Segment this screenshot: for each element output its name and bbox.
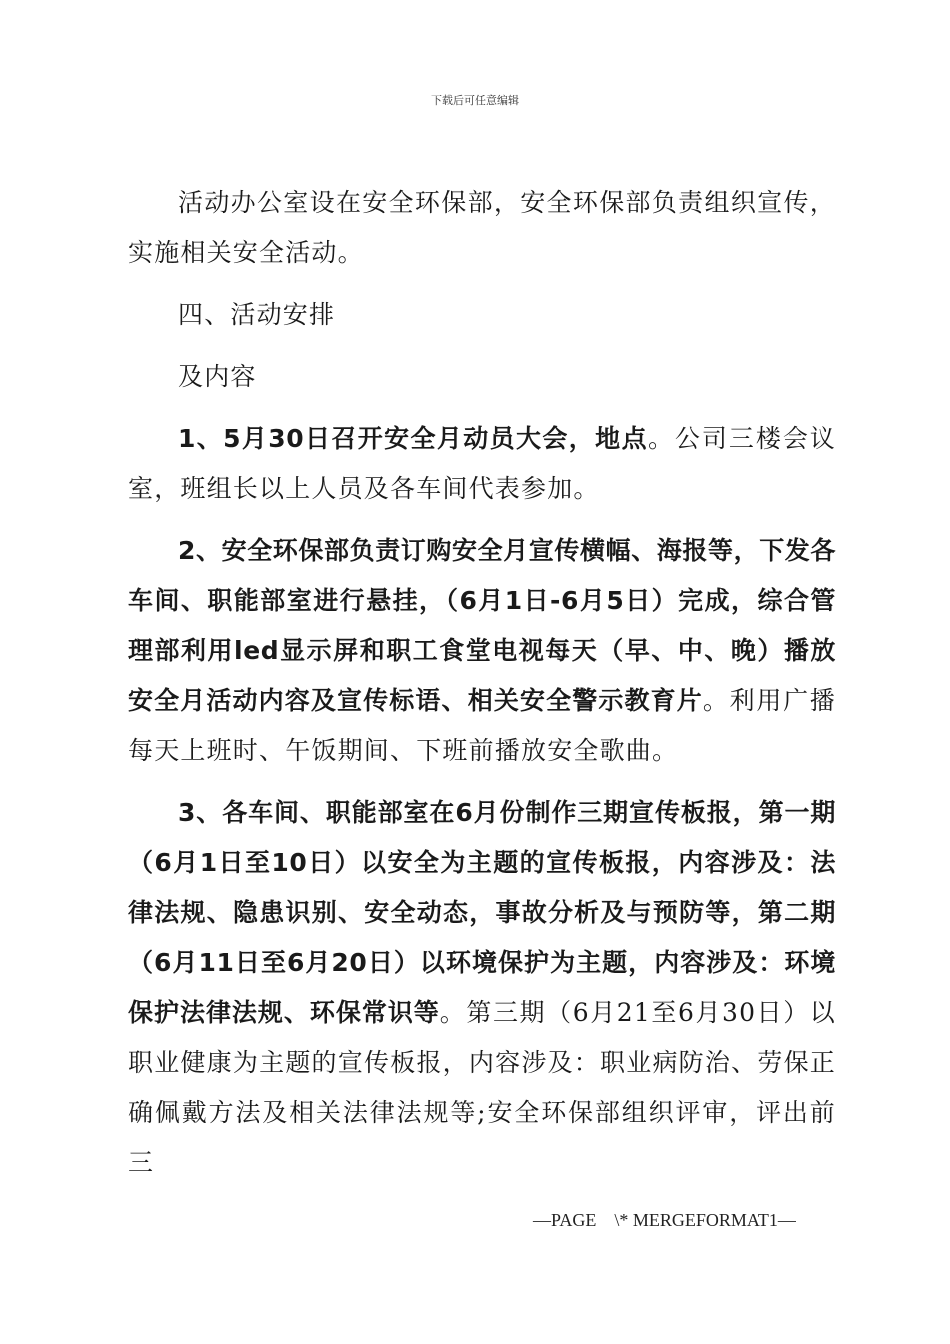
item-2-bold-text: 2、安全环保部负责订购安全月宣传横幅、海报等，下发各车间、职能部室进行悬挂，（6月1日-6月5日）完成，综合管理部利用led显示屏和职工食堂电视每天（早、中、晚）播放安全月活动内容及宣传标语、相关安全警示教育片 — [128, 536, 836, 715]
item-1-text: 。公司三楼会议室，班组长以上人员及各车间代表参加。 — [128, 424, 837, 503]
item-2-text: 。利用广播每天上班时、午饭期间、下班前播放安全歌曲。 — [128, 686, 836, 765]
paragraph-item-1 — [128, 414, 836, 514]
item-3-text: 。第三期（6月21至6月30日）以职业健康为主题的宣传板报，内容涉及：职业病防治、劳保正确佩戴方法及相关法律法规等;安全环保部组织评审，评出前三 — [128, 998, 836, 1177]
paragraph-item-3 — [128, 788, 836, 1188]
section-heading-content — [128, 352, 836, 402]
section-heading-text: 四、活动安排 — [178, 300, 336, 329]
page-header: 下载后可任意编辑 — [431, 94, 519, 107]
paragraph-office-text: 活动办公室设在安全环保部，安全环保部负责组织宣传，实施相关安全活动。 — [128, 188, 836, 267]
paragraph-office — [128, 178, 836, 278]
section-heading-activity — [128, 290, 836, 340]
item-1-bold-text: 1、5月30日召开安全月动员大会，地点 — [178, 424, 648, 453]
document-body — [128, 178, 836, 1200]
page-footer: —PAGE \* MERGEFORMAT1— — [533, 1210, 796, 1230]
item-3-bold-text: 3、各车间、职能部室在6月份制作三期宣传板报，第一期（6月1日至10日）以安全为主题的宣传板报，内容涉及：法律法规、隐患识别、安全动态，事故分析及与预防等，第二期（6月11日至6月20日）以环境保护为主题，内容涉及：环境保护法律法规、环保常识等 — [128, 798, 836, 1027]
paragraph-item-2 — [128, 526, 836, 776]
section-heading-content-text: 及内容 — [178, 362, 257, 391]
